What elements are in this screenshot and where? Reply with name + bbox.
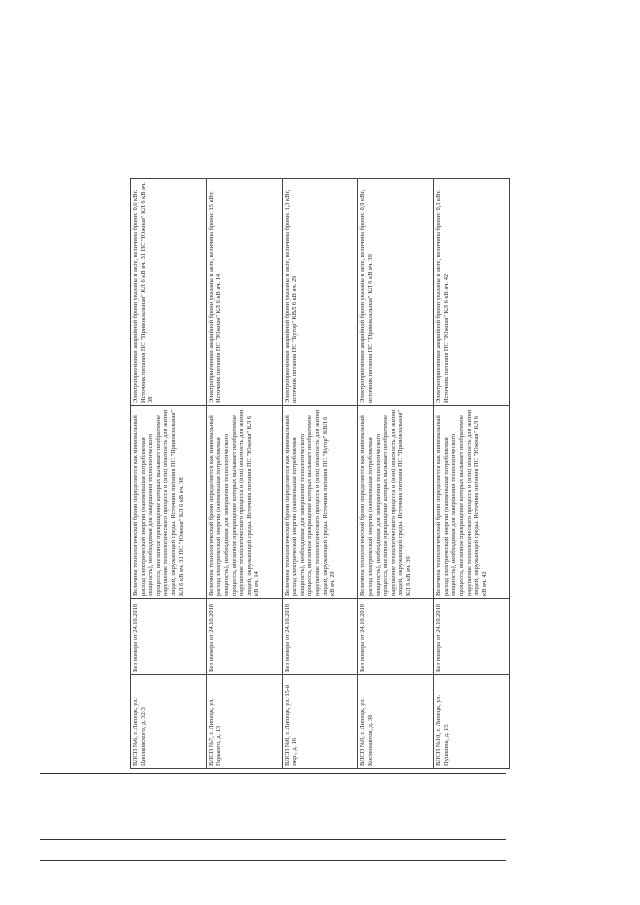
cell-description: Величина технологической брони определяется как минимальный расход электрической энергии (наименьшая потребляемая мощность), необходимая для завершения технологического процесса, внезапное прекращение которых вызывает необратимое нарушение технологического процесса и (или) опасность для жизни людей, окружающей среды. Источник питания ПС "Привокзальная" КЛ 6 кВ яч. 39 bbox=[358, 406, 434, 599]
cell-date: Без номера от 24.10.2018 bbox=[206, 599, 282, 675]
cell-reserve: Электроприемники аварийной брони указаны в акте, величина брони: 15 кВт. Источник питания ПС "Южная" КЛ 6 кВ яч. 14 bbox=[206, 179, 282, 406]
divider-rule bbox=[40, 860, 506, 861]
cell-location: ВЛСП №10, г. Липецк, ул. Пушкина, д. 15 bbox=[434, 675, 510, 769]
table-row bbox=[206, 179, 282, 769]
cell-location: ВЛСП №7, г. Липецк, ул. Горького, д. 13 bbox=[206, 675, 282, 769]
cell-date: Без номера от 24.10.2018 bbox=[131, 599, 207, 675]
divider-rule bbox=[40, 839, 506, 840]
cell-date: Без номера от 24.10.2018 bbox=[434, 599, 510, 675]
cell-location: ВЛСП №9, г. Липецк, ул. Космонавтов, д. 36 bbox=[358, 675, 434, 769]
table-row bbox=[434, 179, 510, 769]
cell-description: Величина технологической брони определяется как минимальный расход электрической энергии (наименьшая потребляемая мощность), необходимая для завершения технологического процесса, внезапное прекращение которых вызывает необратимое нарушение технологического процесса и (или) опасность для жизни людей, окружающей среды. Источник питания ПС "Бугор" КВЛ 6 кВ яч. 29 bbox=[282, 406, 358, 599]
table-row bbox=[358, 179, 434, 769]
cell-description: Величина технологической брони определяется как минимальный расход электрической энергии (наименьшая потребляемая мощность), необходимая для завершения технологического процесса, внезапное прекращение которых вызывает необратимое нарушение технологического процесса и (или) опасность для жизни людей, окружающей среды. Источник питания ПС "Южная" КЛ 6 кВ яч. 14 bbox=[206, 406, 282, 599]
cell-description: Величина технологической брони определяется как минимальный расход электрической энергии (наименьшая потребляемая мощность), необходимая для завершения технологического процесса, внезапное прекращение которых вызывает необратимое нарушение технологического процесса и (или) опасность для жизни людей, окружающей среды. Источник питания ПС "Южная" КЛ 6 кВ яч. 42 bbox=[434, 406, 510, 599]
cell-reserve: Электроприемники аварийной брони указаны в акте, величина брони: 0,3 кВт. Источник питания ПС "Южная" КЛ 6 кВ яч. 42 bbox=[434, 179, 510, 406]
cell-location: ВЛСП №8, г. Липецк, ул. 15-й мкр., д. 16 bbox=[282, 675, 358, 769]
cell-date: Без номера от 24.10.2018 bbox=[358, 599, 434, 675]
reserve-table bbox=[130, 178, 510, 769]
table-row bbox=[282, 179, 358, 769]
table-row bbox=[131, 179, 207, 769]
rotated-table bbox=[130, 179, 510, 769]
divider-rule bbox=[40, 773, 506, 774]
cell-reserve: Электроприемники аварийной брони указаны в акте, величина брони: 0,6 кВт. Источник питания ПС "Привокзальная" КЛ 6 кВ яч. 31 ПС "Южная" КЛ 6 кВ яч. 38 bbox=[131, 179, 207, 406]
cell-date: Без номера от 24.10.2018 bbox=[282, 599, 358, 675]
cell-reserve: Электроприемники аварийной брони указаны в акте, величина брони: 1,3 кВт, источник питания ПС "Бугор" КВЛ 6 кВ яч. 29 bbox=[282, 179, 358, 406]
cell-reserve: Электроприемники аварийной брони указаны в акте, величина брони: 0,9 кВт, источник питания ПС "Привокзальная" КЛ 6 кВ яч. 39 bbox=[358, 179, 434, 406]
cell-location: ВЛСП №6, г. Липецк, ул. Циолковского, д. 32/3 bbox=[131, 675, 207, 769]
cell-description: Величина технологической брони определяется как минимальный расход электрической энергии (наименьшая потребляемая мощность), необходимая для завершения технологического процесса, внезапное прекращение которых вызывает необратимое нарушение технологического процесса и (или) опасность для жизни людей, окружающей среды. Источник питания ПС "Привокзальная" КЛ 6 кВ яч. 31 ПС "Южная" КЛ 6 кВ яч. 38 bbox=[131, 406, 207, 599]
